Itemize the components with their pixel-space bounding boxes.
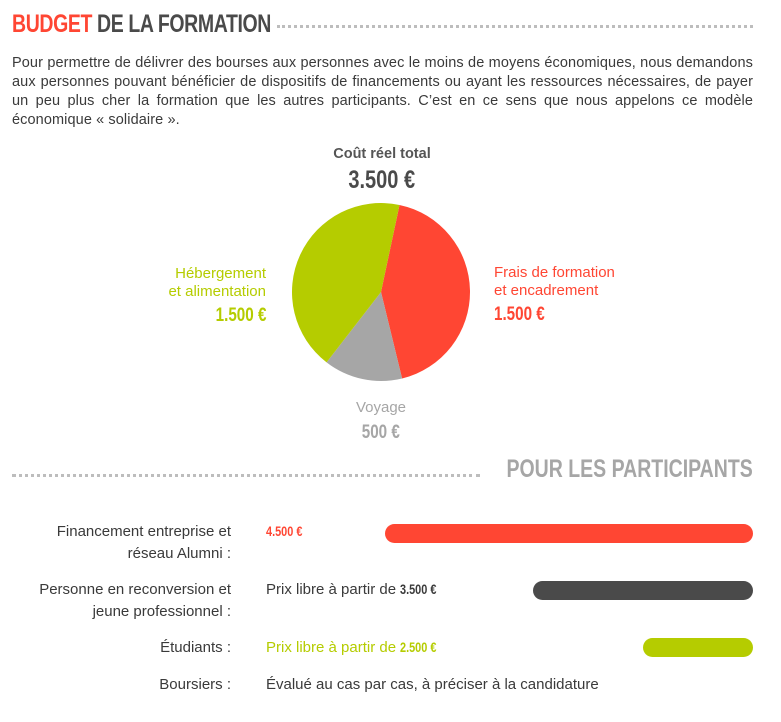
row-value-prefix: Prix libre à partir de [266,581,401,598]
row-value-reconversion [266,581,447,598]
section-divider [12,474,480,477]
slice-label-hebergement [100,265,266,301]
slice-value-text: 1.500 € [215,305,266,326]
row-label-line: Financement entreprise et [56,523,231,540]
slice-value-frais [494,306,694,324]
row-label-entreprise [0,521,231,565]
chart-total [282,166,482,195]
row-label-line: Boursiers : [159,676,231,693]
row-amount: 2.500 € [400,639,437,655]
row-value-prefix: Prix libre à partir de [266,639,401,656]
slice-label-line: et encadrement [494,282,599,299]
chart-title: Coût réel total [333,146,431,162]
bar-etudiants [643,638,753,657]
row-label-line: jeune professionnel : [92,603,231,620]
row-amount: 3.500 € [400,581,437,597]
header-divider [277,25,753,28]
bar-reconversion [533,581,753,600]
chart-total-value: 3.500 € [348,166,416,194]
row-label-line: Étudiants : [160,639,231,656]
row-label-boursiers [0,674,231,696]
row-label-line: réseau Alumni : [127,545,231,562]
title-rest: DE LA FORMATION [91,10,271,38]
slice-value-text: 1.500 € [494,304,545,325]
pie-chart [292,203,470,381]
section-title: POUR LES PARTICIPANTS [506,455,753,483]
slice-value-text: 500 € [361,422,401,443]
row-label-etudiants [0,637,231,659]
title-accent: BUDGET [12,10,92,38]
slice-label-frais [494,264,694,300]
slice-value-hebergement [100,307,266,325]
slice-value-voyage [331,424,431,442]
page-title [12,10,271,39]
row-value-prefix: Évalué au cas par cas, à préciser à la candidature [266,676,599,693]
row-amount: 4.500 € [266,523,303,539]
slice-label-line: Hébergement [175,265,266,282]
row-label-line: Personne en reconversion et [39,581,231,598]
intro-paragraph: Pour permettre de délivrer des bourses aux personnes avec le moins de moyens économiques, nous demandons aux personnes pouvant bénéficier de dispositifs de financements ou ayant les ressources nécessaires, de payer un peu plus cher la formation que les autres participants. C’est en ce sens que nous appelons ce modèle économique « solidaire ». [12,55,753,128]
slice-label-voyage: Voyage [355,399,407,416]
slice-label-line: Frais de formation [494,264,615,281]
row-value-entreprise [266,523,313,540]
row-value-etudiants [266,639,447,656]
row-value-boursiers [266,676,599,693]
bar-entreprise [385,524,753,543]
slice-label-line: et alimentation [168,283,266,300]
row-label-reconversion [0,579,231,623]
